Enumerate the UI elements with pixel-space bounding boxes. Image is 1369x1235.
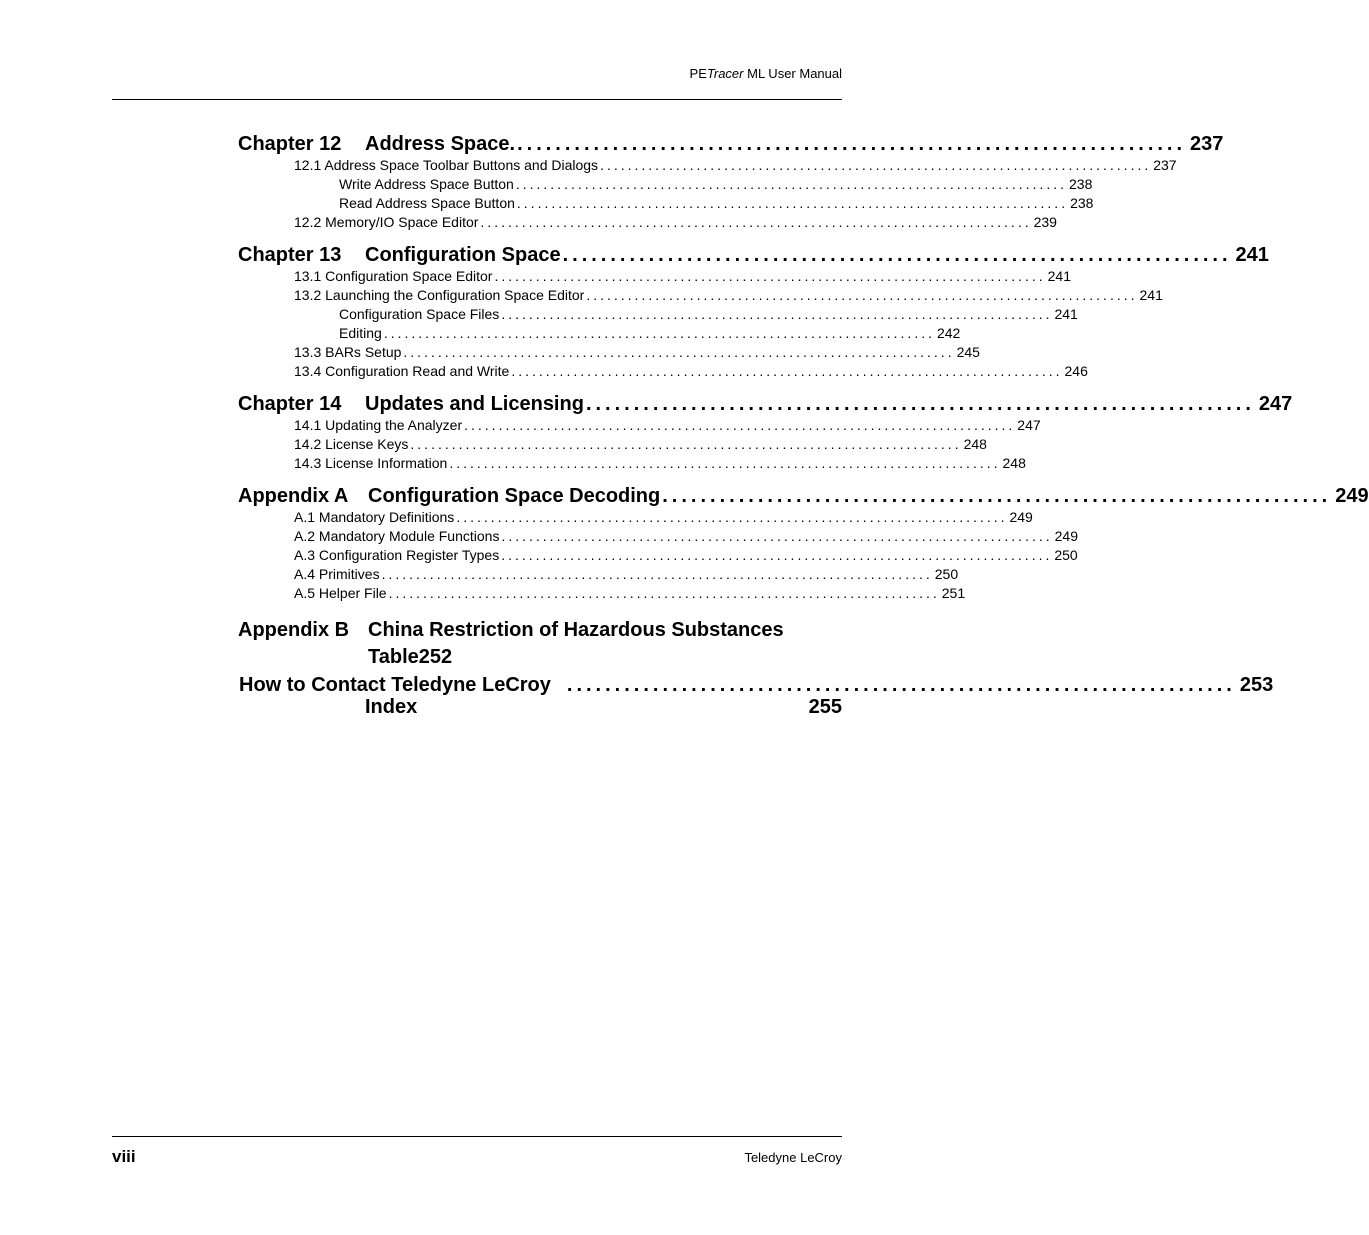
page-footer: [112, 1136, 842, 1166]
toc-chapter-12[interactable]: [238, 132, 1224, 156]
chapter-page: 255: [808, 696, 842, 718]
toc-appendix-b[interactable]: [238, 617, 842, 671]
toc-appendix-a[interactable]: [238, 484, 1369, 508]
toc-chapter-13[interactable]: [238, 243, 1269, 267]
chapter-label: Chapter 13: [238, 244, 342, 266]
toc-entry[interactable]: A.1 Mandatory Definitions ................................................................................ 249: [294, 509, 1033, 525]
chapter-title: Configuration Space Decoding: [368, 485, 661, 507]
manual-title: PETracer ML User Manual: [689, 66, 842, 81]
toc-entry[interactable]: 12.2 Memory/IO Space Editor ................................................................................ 239: [294, 214, 1057, 230]
toc-entry[interactable]: 14.3 License Information ................................................................................ 248: [294, 455, 1026, 471]
toc-entry[interactable]: 12.1 Address Space Toolbar Buttons and Dialogs ................................................................................ 237: [294, 157, 1177, 173]
chapter-title: Index: [365, 696, 418, 718]
chapter-page: 253: [1239, 674, 1274, 696]
toc-entry[interactable]: A.2 Mandatory Module Functions ................................................................................ 249: [294, 528, 1078, 544]
chapter-title: How to Contact Teledyne LeCroy: [239, 674, 551, 696]
dot-leader: ......................................................................: [585, 393, 1255, 415]
toc-entry[interactable]: 13.3 BARs Setup ................................................................................ 245: [294, 344, 980, 360]
page-number: viii: [112, 1147, 136, 1166]
toc-entry[interactable]: A.3 Configuration Register Types ................................................................................ 250: [294, 547, 1078, 563]
chapter-page: 247: [1258, 393, 1293, 415]
chapter-title: Updates and Licensing: [365, 393, 584, 415]
chapter-title: China Restriction of Hazardous Substances: [368, 619, 784, 641]
chapter-label: Appendix B: [238, 619, 350, 641]
chapter-title-continued: Table252: [368, 646, 453, 668]
toc-entry[interactable]: Configuration Space Files ................................................................................ 241: [339, 306, 1078, 322]
toc-index[interactable]: [238, 697, 842, 718]
chapter-page: 237: [1190, 133, 1224, 155]
chapter-title: Address Space.: [365, 133, 516, 155]
dot-leader: ......................................................................: [662, 485, 1332, 507]
chapter-title: Configuration Space: [365, 244, 561, 266]
dot-leader: ......................................................................: [566, 674, 1236, 696]
dot-leader: ......................................................................: [517, 133, 1187, 155]
toc-contact[interactable]: [238, 673, 1274, 697]
page-header: [112, 66, 842, 100]
dot-leader: ......................................................................: [562, 244, 1232, 266]
toc-entry[interactable]: 14.1 Updating the Analyzer ................................................................................ 247: [294, 417, 1041, 433]
toc-entries-appa: [238, 508, 1078, 603]
table-of-contents: [238, 132, 1369, 718]
chapter-label: Appendix A: [238, 485, 349, 507]
toc-entry[interactable]: A.4 Primitives ................................................................................ 250: [294, 566, 959, 582]
toc-chapter-14[interactable]: [238, 392, 1293, 416]
toc-entry[interactable]: 13.2 Launching the Configuration Space Editor ................................................................................ 241: [294, 287, 1163, 303]
toc-entry[interactable]: 14.2 License Keys ................................................................................ 248: [294, 436, 987, 452]
toc-entry[interactable]: Read Address Space Button ................................................................................ 238: [339, 195, 1094, 211]
toc-entry[interactable]: 13.1 Configuration Space Editor ................................................................................ 241: [294, 268, 1071, 284]
toc-entry[interactable]: 13.4 Configuration Read and Write ................................................................................ 246: [294, 363, 1088, 379]
toc-entries-ch12: [238, 156, 1177, 232]
chapter-page: 241: [1235, 244, 1269, 266]
toc-entry[interactable]: Editing ................................................................................ 242: [339, 325, 961, 341]
toc-entry[interactable]: Write Address Space Button ................................................................................ 238: [339, 176, 1093, 192]
company-name: Teledyne LeCroy: [744, 1150, 842, 1165]
toc-entries-ch13: [238, 267, 1163, 381]
chapter-label: Chapter 14: [238, 393, 342, 415]
toc-entries-ch14: [238, 416, 1041, 473]
chapter-page: 249: [1335, 485, 1369, 507]
toc-entry[interactable]: A.5 Helper File ................................................................................ 251: [294, 585, 966, 601]
chapter-label: Chapter 12: [238, 133, 342, 155]
